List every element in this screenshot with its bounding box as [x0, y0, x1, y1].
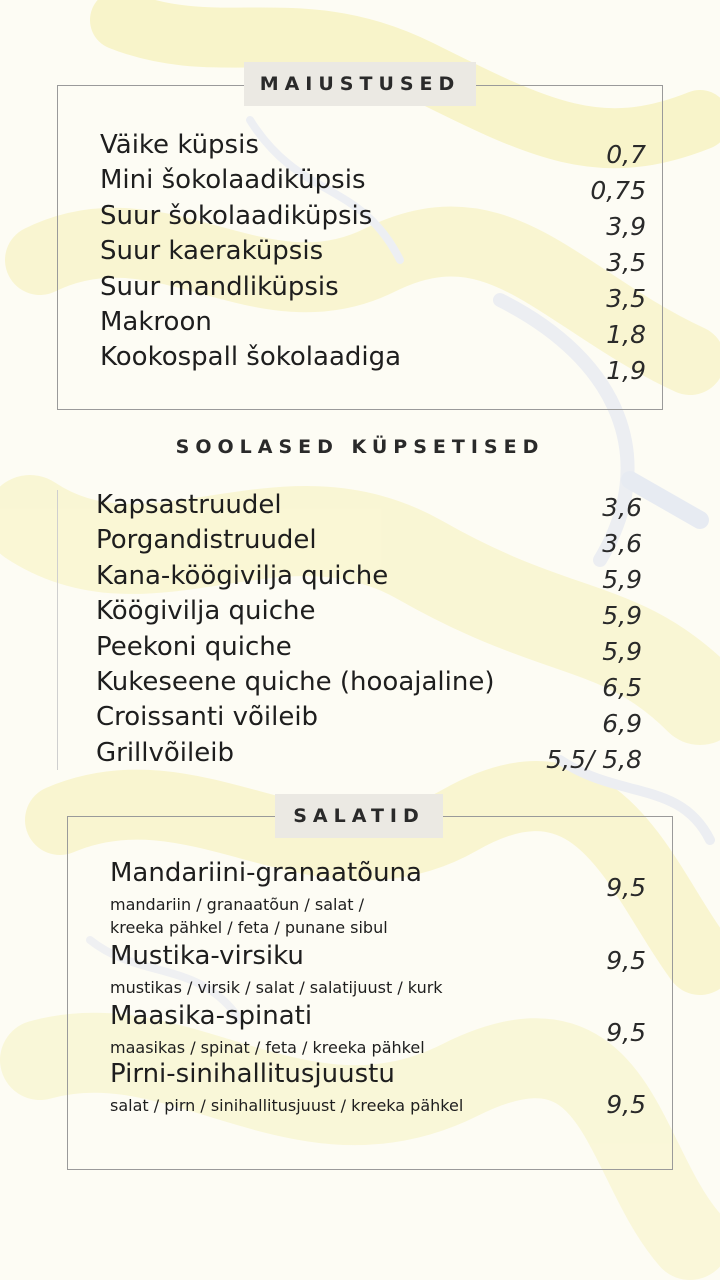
savory-item-name: Porgandistruudel — [96, 525, 317, 556]
savory-item-name: Kukeseene quiche (hooajaline) — [96, 667, 495, 697]
savory-item-name: Kana-köögivilja quiche — [96, 560, 389, 591]
savory-item-price: 6,5 — [602, 673, 642, 702]
savory-item-name: Köögivilja quiche — [96, 596, 316, 627]
salad-item-price: 9,5 — [606, 873, 646, 902]
salad-item-price: 9,5 — [606, 946, 646, 975]
savory-item-price: 5,5/ 5,8 — [546, 745, 642, 774]
salad-item-ingredients: maasikas / spinat / feta / kreeka pähkel — [110, 1038, 425, 1057]
savory-item-price: 3,6 — [602, 529, 642, 558]
salad-item-ingredients: salat / pirn / sinihallitusjuust / kreeka pähkel — [110, 1096, 464, 1115]
savory-divider-line — [57, 490, 58, 770]
dessert-item-name: Suur mandliküpsis — [100, 271, 339, 302]
salad-item-name: Mustika-virsiku — [110, 941, 304, 971]
salads-heading: SALATID — [275, 794, 443, 838]
dessert-item-name: Suur kaeraküpsis — [100, 236, 324, 267]
dessert-item-price: 0,75 — [590, 176, 646, 205]
savory-item-price: 5,9 — [602, 601, 642, 630]
dessert-item-price: 1,9 — [606, 356, 646, 385]
salad-item-name: Maasika-spinati — [110, 1001, 313, 1031]
savory-item-price: 5,9 — [602, 565, 642, 594]
dessert-item-price: 1,8 — [606, 320, 646, 349]
savory-item-price: 6,9 — [602, 709, 642, 738]
dessert-item-price: 3,5 — [606, 248, 646, 277]
dessert-item-name: Suur šokolaadiküpsis — [100, 200, 373, 231]
salad-item-name: Pirni-sinihallitusjuustu — [110, 1059, 395, 1089]
dessert-item-price: 3,9 — [606, 212, 646, 241]
salad-item-price: 9,5 — [606, 1090, 646, 1119]
dessert-item-name: Kookospall šokolaadiga — [100, 342, 402, 373]
savory-item-price: 5,9 — [602, 637, 642, 666]
savory-item-name: Croissanti võileib — [96, 702, 319, 733]
savory-item-price: 3,6 — [602, 493, 642, 522]
salad-item-price: 9,5 — [606, 1018, 646, 1047]
dessert-item-price: 0,7 — [606, 140, 646, 169]
dessert-item-name: Mini šokolaadiküpsis — [100, 165, 366, 196]
savory-item-name: Grillvõileib — [96, 737, 234, 768]
desserts-heading: MAIUSTUSED — [244, 62, 476, 106]
salad-item-ingredients: mustikas / virsik / salat / salatijuust / kurk — [110, 978, 443, 997]
dessert-item-price: 3,5 — [606, 284, 646, 313]
salad-item-ingredients: kreeka pähkel / feta / punane sibul — [110, 918, 388, 937]
salad-item-ingredients: mandariin / granaatõun / salat / — [110, 895, 364, 914]
dessert-item-name: Väike küpsis — [100, 130, 259, 160]
savory-item-name: Kapsastruudel — [96, 490, 282, 520]
savory-item-name: Peekoni quiche — [96, 631, 292, 662]
dessert-item-name: Makroon — [100, 307, 212, 337]
salad-item-name: Mandariini-granaatõuna — [110, 858, 422, 888]
savory-pastries-heading: SOOLASED KÜPSETISED — [175, 436, 545, 458]
